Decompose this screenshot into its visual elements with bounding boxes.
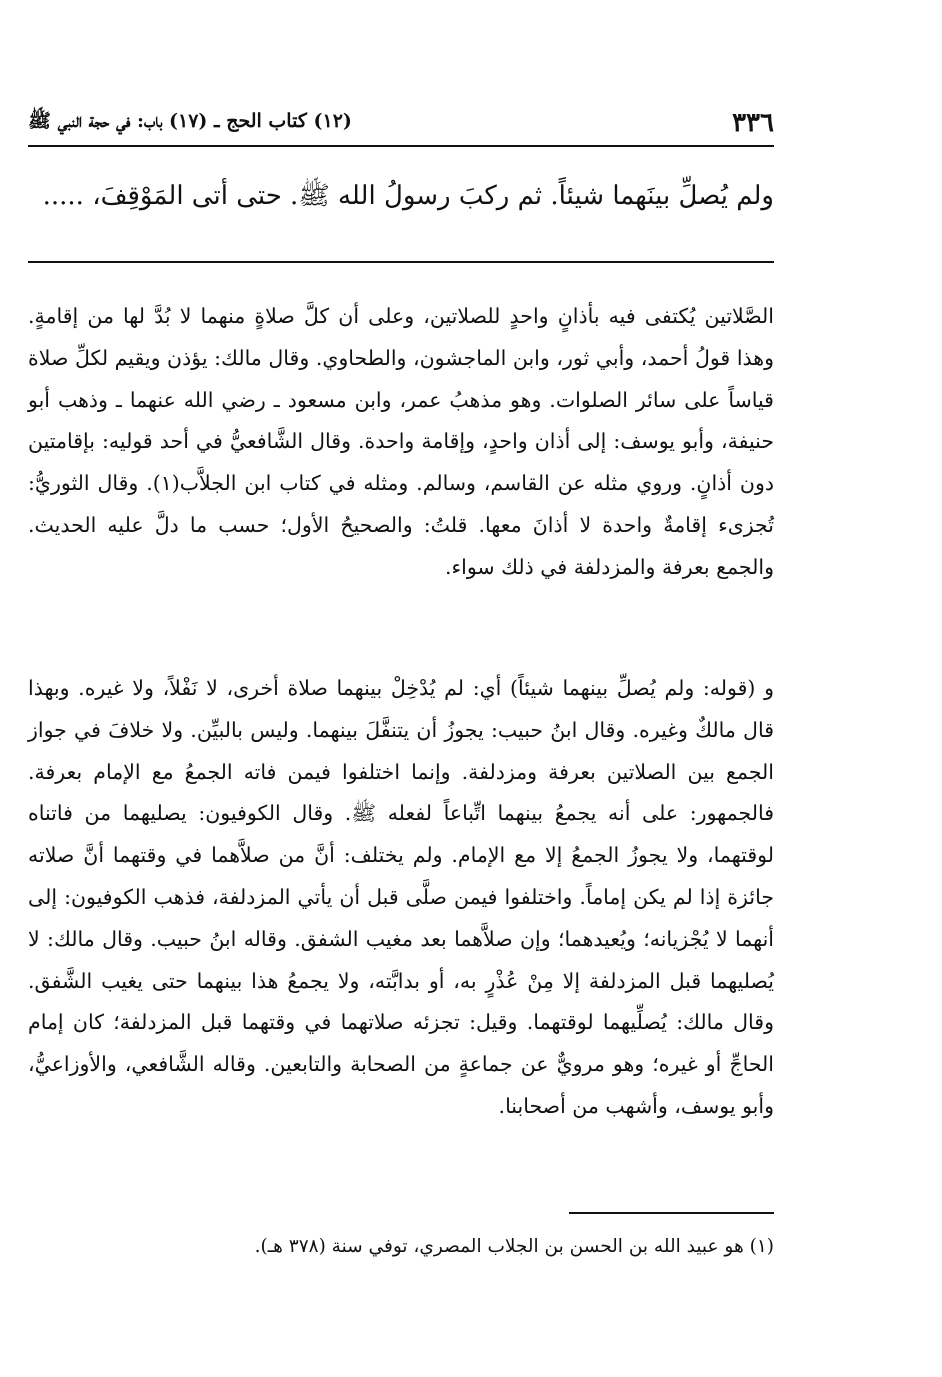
- header-rule: [28, 145, 774, 147]
- page-number: ٣٣٦: [732, 108, 774, 138]
- commentary-text-1: الصَّلاتين يُكتفى فيه بأذانٍ واحدٍ للصلاتين، وعلى أن كلَّ صلاةٍ منهما لا بُدَّ لها من إقامةٍ. وهذا قولُ أحمد، وأبي ثور، وابن الماجشون، والطحاوي. وقال مالك: يؤذن ويقيم لكلِّ صلاة قياساً على سائر الصلوات. وهو مذهبُ عمر، وابن مسعود ـ رضي الله عنهما ـ وذهب أبو حنيفة، وأبو يوسف: إلى أذان واحدٍ، وإقامة واحدة. وقال الشَّافعيُّ في أحد قوليه: بإقامتين دون أذانٍ. وروي مثله عن القاسم، وسالم. ومثله في كتاب ابن الجلاَّب(١). وقال الثوريُّ: تُجزىء إقامةٌ واحدة لا أذانَ معها. قلتُ: والصحيحُ الأول؛ حسب ما دلَّ عليه الحديث. والجمع بعرفة والمزدلفة في ذلك سواء.: [28, 304, 774, 579]
- footnote: (١) هو عبيد الله بن الحسن بن الجلاب المصري، توفي سنة (٣٧٨ هـ).: [254, 1236, 774, 1257]
- footnote-divider: [569, 1212, 774, 1214]
- hadith-text: ولم يُصلِّ بينَهما شيئاً. ثم ركبَ رسولُ الله ﷺ. حتى أتى المَوْقِفَ، .....: [42, 181, 774, 211]
- hadith-divider: [28, 261, 774, 263]
- commentary-paragraph-1: [28, 296, 774, 589]
- commentary-paragraph-2: [28, 668, 774, 1128]
- running-head: (١٢) كتاب الحج ـ (١٧) باب: في حجة النبي ﷺ: [28, 110, 352, 132]
- page-header: [28, 105, 774, 141]
- commentary-text-2: و (قوله: ولم يُصلِّ بينهما شيئاً) أي: لم يُدْخِلْ بينهما صلاة أخرى، لا نَفْلاً، ولا غيره. وبهذا قال مالكٌ وغيره. وقال ابنُ حبيب: يجوزُ أن يتنفَّلَ بينهما. وليس بالبيِّن. ولا خلافَ في جواز الجمع بين الصلاتين بعرفة ومزدلفة. وإنما اختلفوا فيمن فاته الجمعُ مع الإمام بعرفة. فالجمهور: على أنه يجمعُ بينهما اتِّباعاً لفعله ﷺ. وقال الكوفيون: يصليهما من فاتناه لوقتهما، ولا يجوزُ الجمعُ إلا مع الإمام. ولم يختلف: أنَّ من صلاَّهما في وقتهما أنَّ صلاته جائزة إذا لم يكن إماماً. واختلفوا فيمن صلَّى قبل أن يأتي المزدلفة، فذهب الكوفيون: إلى أنهما لا يُجْزيانه؛ ويُعيدهما؛ وإن صلاَّهما بعد مغيب الشفق. وقاله ابنُ حبيب. وقال مالك: لا يُصليهما قبل المزدلفة إلا مِنْ عُذْرٍ به، أو بدابَّته، ولا يجمعُ هذا بينهما حتى يغيب الشَّفق. وقال مالك: يُصلِّيهما لوقتهما. وقيل: تجزئه صلاتهما في وقتهما قبل المزدلفة؛ كان إمام الحاجِّ أو غيره؛ وهو مرويٌّ عن جماعةٍ من الصحابة والتابعين. وقاله الشَّافعي، والأوزاعيُّ، وأبو يوسف، وأشهب من أصحابنا.: [28, 676, 774, 1118]
